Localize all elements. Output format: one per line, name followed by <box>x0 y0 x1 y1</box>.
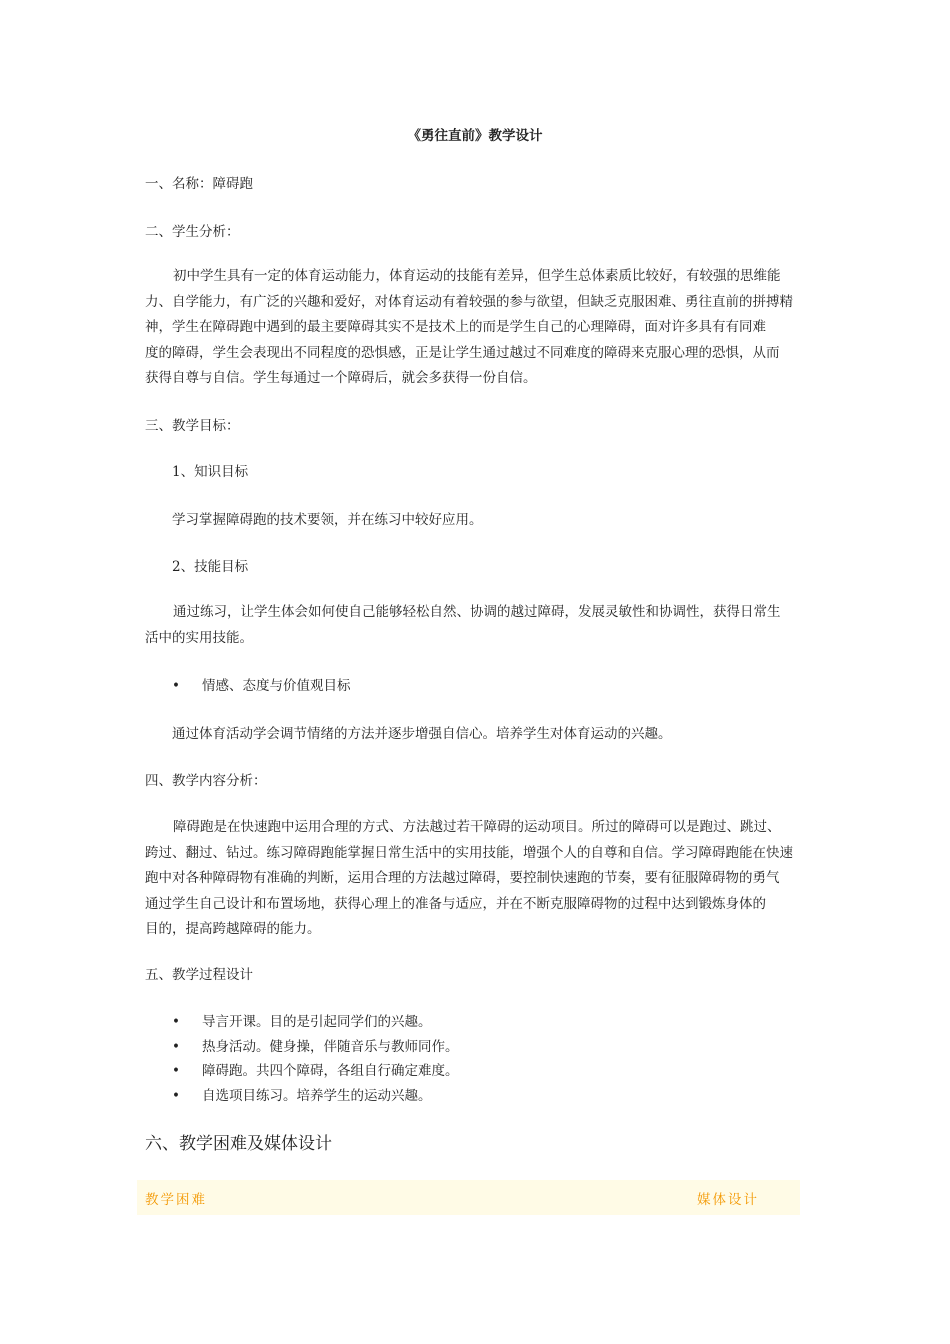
process-list-item: • 自选项目练习。培养学生的运动兴趣。 <box>172 1088 432 1104</box>
section-1-heading: 一、名称：障碍跑 <box>145 176 253 192</box>
text-line: 初中学生具有一定的体育运动能力，体育运动的技能有差异，但学生总体素质比较好，有较强的思维能 <box>173 268 781 284</box>
table-header-media: 媒体设计 <box>697 1192 759 1208</box>
bullet-dot-icon: • <box>172 678 180 694</box>
process-list-item: • 障碍跑。共四个障碍，各组自行确定难度。 <box>172 1063 459 1079</box>
goal-2-title: 2、技能目标 <box>172 559 249 575</box>
section-2-heading: 二、学生分析： <box>145 224 240 240</box>
text-line: 活中的实用技能。 <box>145 629 253 646</box>
section-6-heading: 六、教学困难及媒体设计 <box>145 1134 332 1154</box>
goal-1-text: 学习掌握障碍跑的技术要领，并在练习中较好应用。 <box>172 512 483 528</box>
text-line: 获得自尊与自信。学生每通过一个障碍后，就会多获得一份自信。 <box>145 370 537 387</box>
goal-3-bullet: • 情感、态度与价值观目标 <box>172 678 351 694</box>
section-3-heading: 三、教学目标： <box>145 418 240 434</box>
text-line: 跑中对各种障碍物有准确的判断，运用合理的方法越过障碍，要控制快速跑的节奏，要有征服障碍物的勇气 <box>145 870 780 887</box>
text-line: 神，学生在障碍跑中遇到的最主要障碍其实不是技术上的而是学生自己的心理障碍，面对许多具有有同难 <box>145 319 766 336</box>
document-title: 《勇往直前》教学设计 <box>407 128 543 144</box>
process-list-item: • 热身活动。健身操，伴随音乐与教师同作。 <box>172 1039 459 1055</box>
text-line: 度的障碍，学生会表现出不同程度的恐惧感，正是让学生通过越过不同难度的障碍来克服心理的恐惧，从而 <box>145 344 780 361</box>
text-line: 目的，提高跨越障碍的能力。 <box>145 921 321 938</box>
content-analysis-paragraph <box>145 815 810 943</box>
text-line: 通过学生自己设计和布置场地，获得心理上的准备与适应，并在不断克服障碍物的过程中达到锻炼身体的 <box>145 895 766 912</box>
goal-1-title: 1、知识目标 <box>172 464 249 480</box>
goal-3-text: 通过体育活动学会调节情绪的方法并逐步增强自信心。培养学生对体育运动的兴趣。 <box>172 726 672 742</box>
bullet-dot-icon: • <box>172 1014 180 1030</box>
process-list-item: • 导言开课。目的是引起同学们的兴趣。 <box>172 1014 432 1030</box>
text-line: 障碍跑是在快速跑中运用合理的方式、方法越过若干障碍的运动项目。所过的障碍可以是跑过、跳过、 <box>173 819 781 835</box>
student-analysis-paragraph <box>145 264 810 392</box>
text-line: 通过练习，让学生体会如何使自己能够轻松自然、协调的越过障碍，发展灵敏性和协调性，获得日常生 <box>173 604 781 620</box>
table-header-difficulty: 教学困难 <box>145 1192 207 1208</box>
section-5-heading: 五、教学过程设计 <box>145 967 253 983</box>
bullet-dot-icon: • <box>172 1088 180 1104</box>
design-table-header <box>137 1180 800 1215</box>
skill-goal-paragraph <box>145 600 810 651</box>
bullet-dot-icon: • <box>172 1039 180 1055</box>
bullet-dot-icon: • <box>172 1063 180 1079</box>
text-line: 力、自学能力，有广泛的兴趣和爱好，对体育运动有着较强的参与欲望，但缺乏克服困难、勇往直前的拼搏精 <box>145 293 793 310</box>
section-4-heading: 四、教学内容分析： <box>145 773 267 789</box>
text-line: 跨过、翻过、钻过。练习障碍跑能掌握日常生活中的实用技能，增强个人的自尊和自信。学习障碍跑能在快速 <box>145 844 793 861</box>
